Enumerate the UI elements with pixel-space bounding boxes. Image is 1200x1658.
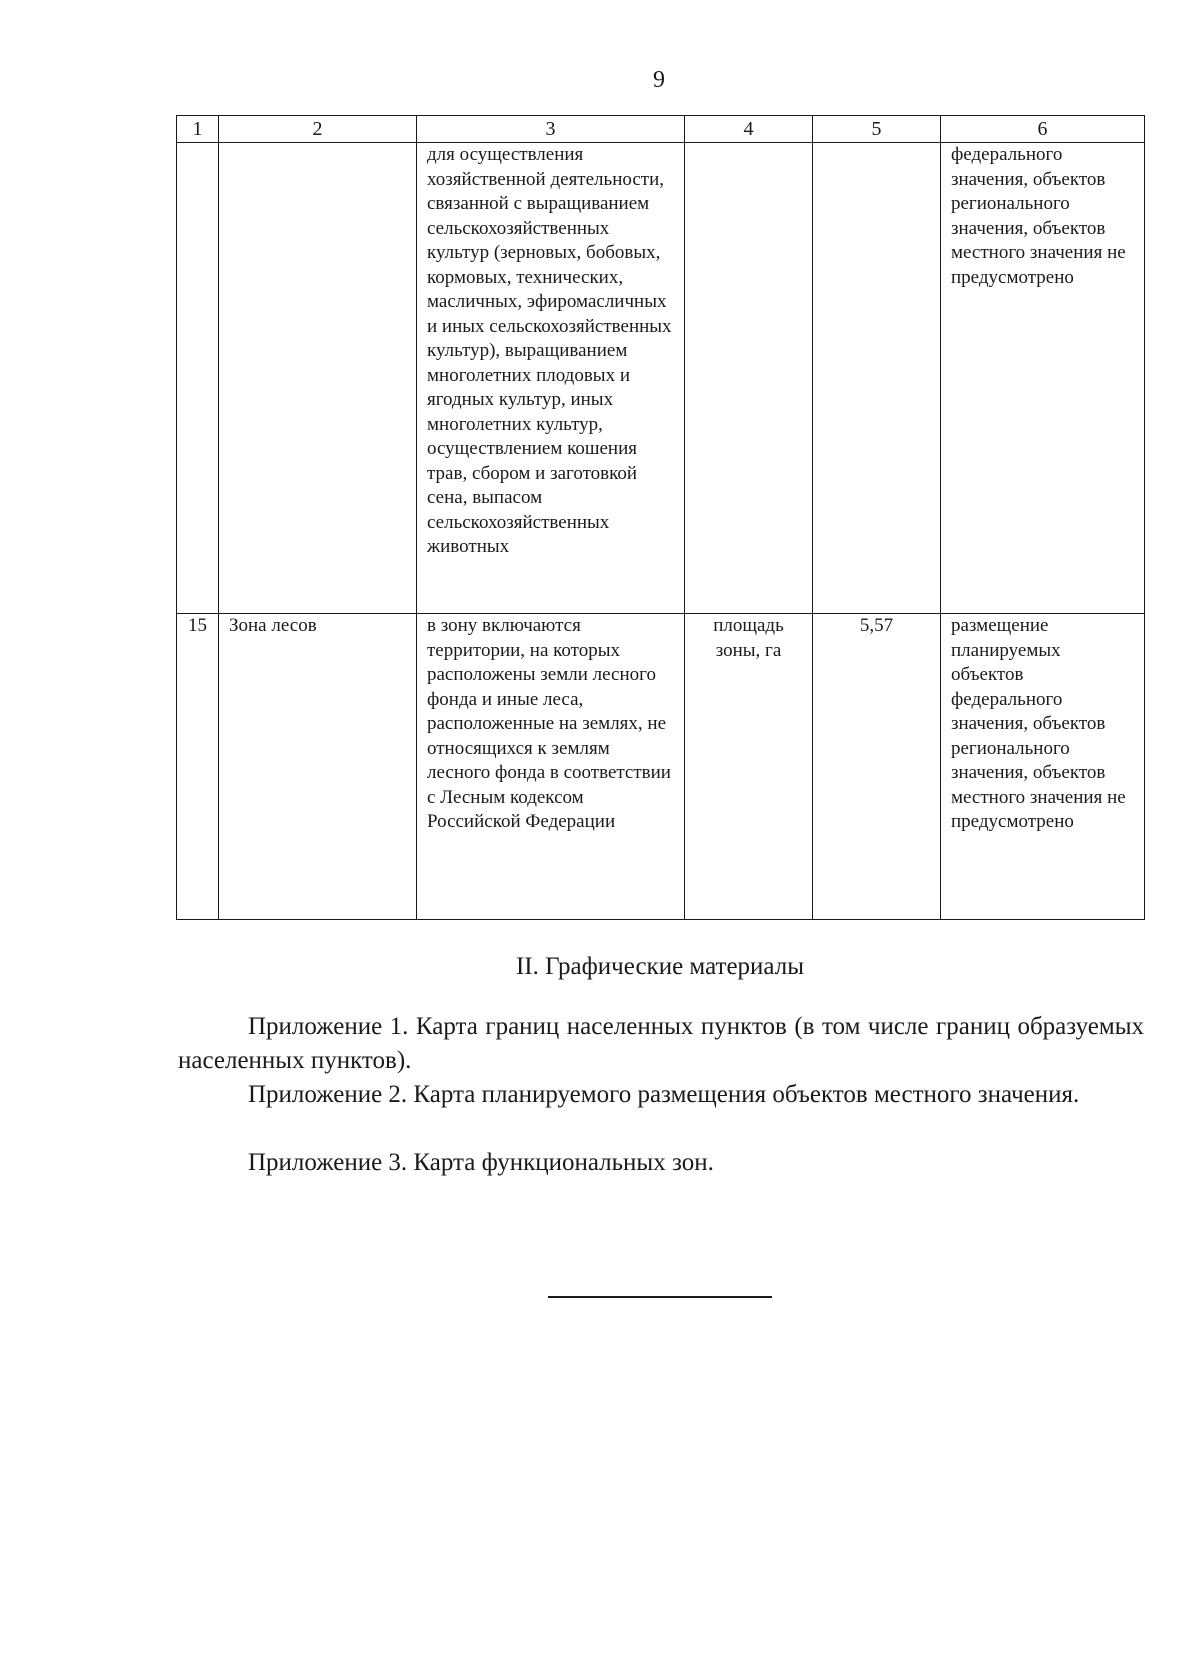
cell-objects: размещение планируемых объектов федерального значения, объектов регионального значения, объектов местного значения не предусмотрено — [941, 614, 1145, 920]
page-number: 9 — [653, 67, 665, 93]
table-row-continued — [177, 143, 1145, 614]
appendix-2: Приложение 2. Карта планируемого размещения объектов местного значения. — [248, 1081, 1080, 1108]
cell-value — [813, 143, 941, 614]
zones-table — [176, 115, 1145, 920]
section-title: II. Графические материалы — [515, 953, 805, 980]
cell-zone-name — [219, 143, 417, 614]
header-cell: 1 — [177, 116, 219, 143]
header-cell: 4 — [685, 116, 813, 143]
closing-divider — [548, 1296, 772, 1298]
cell-objects: федерального значения, объектов регионального значения, объектов местного значения не предусмотрено — [941, 143, 1145, 614]
cell-zone-description: в зону включаются территории, на которых расположены земли лесного фонда и иные леса, расположенные на землях, не относящихся к землям лесного фонда в соответствии с Лесным кодексом Российской Федерации — [417, 614, 685, 920]
table-row-15 — [177, 614, 1145, 920]
cell-number — [177, 143, 219, 614]
header-cell: 5 — [813, 116, 941, 143]
cell-value: 5,57 — [813, 614, 941, 920]
table-header-row — [177, 116, 1145, 143]
cell-zone-description: для осуществления хозяйственной деятельности, связанной с выращиванием сельскохозяйственных культур (зерновых, бобовых, кормовых, технических, масличных, эфиромасличных и иных сельскохозяйственных культур), выращиванием многолетних плодовых и ягодных культур, иных многолетних культур, осуществлением кошения трав, сбором и заготовкой сена, выпасом сельскохозяйственных животных — [417, 143, 685, 614]
header-cell: 6 — [941, 116, 1145, 143]
appendix-1: Приложение 1. Карта границ населенных пунктов (в том числе границ образуемых населенных пунктов). — [178, 1013, 1144, 1074]
header-cell: 2 — [219, 116, 417, 143]
appendix-3: Приложение 3. Карта функциональных зон. — [248, 1149, 714, 1176]
cell-parameter: площадь зоны, га — [685, 614, 813, 920]
header-cell: 3 — [417, 116, 685, 143]
cell-number: 15 — [177, 614, 219, 920]
cell-zone-name: Зона лесов — [219, 614, 417, 920]
cell-parameter — [685, 143, 813, 614]
